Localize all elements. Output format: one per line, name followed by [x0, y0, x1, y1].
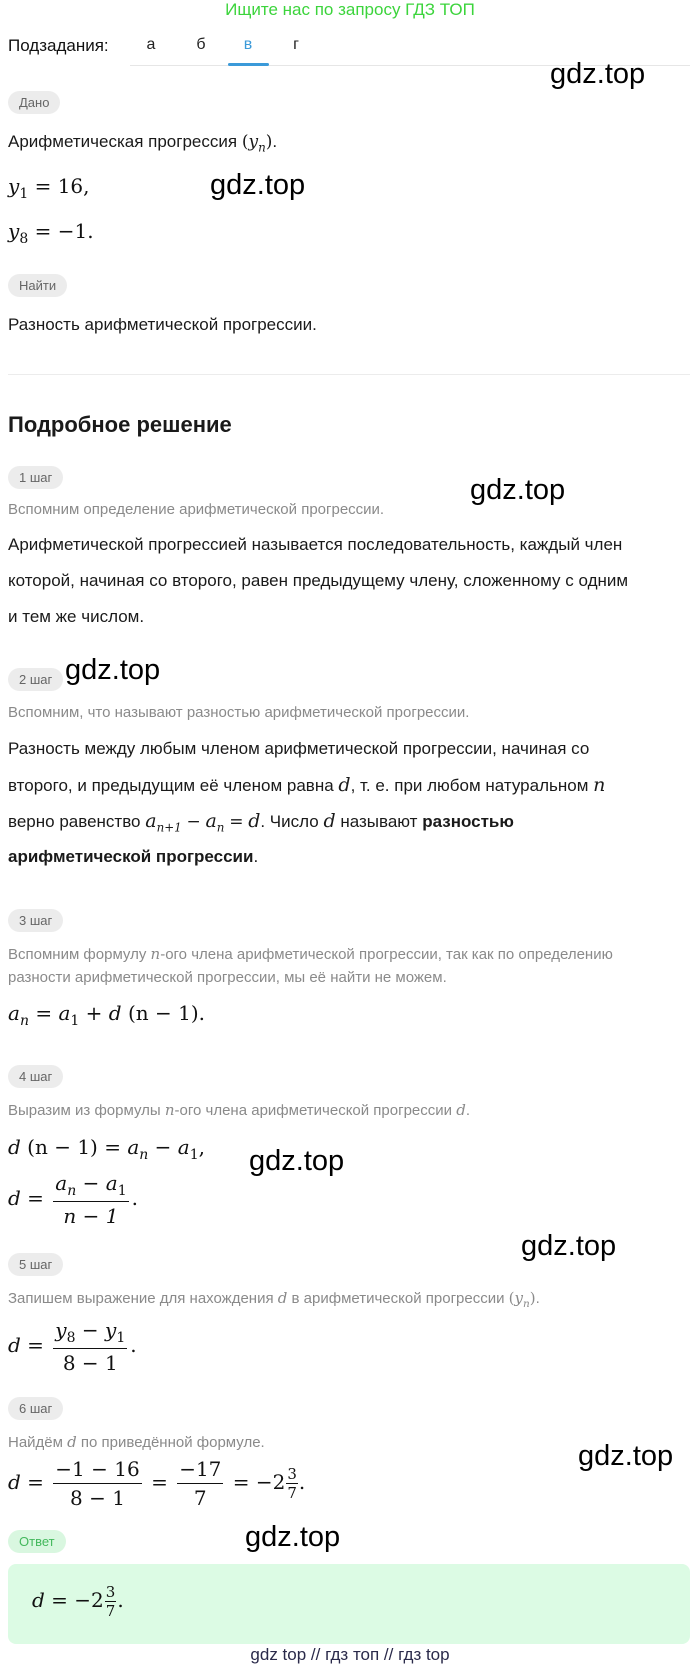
step-badge: 3 шаг [8, 909, 63, 932]
mixed-fraction: $\frac{3}{7}$ [287, 1465, 297, 1502]
step-2-line: арифметической прогрессии. [8, 847, 259, 866]
watermark: gdz.top [550, 58, 646, 90]
fraction: $\frac{y_8 - y_1}{8 - 1}$ [55, 1318, 126, 1375]
step-2-badge-wrap [8, 668, 63, 691]
tab-a[interactable]: а [146, 36, 156, 53]
footer-links[interactable]: gdz top // гдз топ // гдз top [250, 1645, 450, 1664]
step-6-formula: d = $\frac{-1 - 16}{8 - 1}$ = $\frac{-17}{7}$ = −2 $\frac{3}{7}$ . [8, 1457, 306, 1510]
step-5-badge-wrap [8, 1253, 63, 1276]
step-badge: 5 шаг [8, 1253, 63, 1276]
step-4-formula-2: d = $\frac{a_n - a_1}{n - 1}$ . [8, 1171, 138, 1228]
given-intro: Арифметическая прогрессия $(y_n)$. [8, 132, 278, 155]
tab-v[interactable]: в [243, 36, 253, 53]
watermark: gdz.top [210, 169, 306, 201]
watermark: gdz.top [521, 1230, 617, 1262]
given-y1: $y_1 = 16$, [8, 174, 90, 202]
fraction: $\frac{-17}{7}$ [179, 1457, 222, 1510]
step-1-badge-wrap [8, 466, 63, 489]
watermark: gdz.top [245, 1521, 341, 1553]
step-3-hint: Вспомним формулу n-ого члена арифметической прогрессии, так как по определению [8, 945, 613, 963]
step-4-badge-wrap [8, 1065, 63, 1088]
find-text: Разность арифметической прогрессии. [8, 315, 317, 334]
given-badge-wrap [8, 91, 60, 114]
watermark: gdz.top [470, 474, 566, 506]
step-3-badge-wrap [8, 909, 63, 932]
find-badge: Найти [8, 274, 67, 297]
watermark: gdz.top [249, 1145, 345, 1177]
tab-b[interactable]: б [196, 36, 206, 53]
watermark: gdz.top [65, 654, 161, 686]
step-2-line: второго, и предыдущим её членом равна d, т. е. при любом натуральном n [8, 774, 606, 796]
step-1-line: Арифметической прогрессией называется последовательность, каждый член [8, 535, 623, 554]
watermark: gdz.top [578, 1440, 674, 1472]
fraction: $\frac{-1 - 16}{8 - 1}$ [55, 1457, 140, 1510]
step-1-line: которой, начиная со второго, равен предыдущему члену, сложенному с одним [8, 571, 629, 590]
step-4-hint: Выразим из формулы n-ого члена арифметической прогрессии d. [8, 1101, 470, 1119]
answer-formula: d = −2 $\frac{3}{7}$ . [32, 1583, 124, 1620]
tab-g[interactable]: г [293, 36, 299, 53]
step-badge: 2 шаг [8, 668, 63, 691]
step-3-formula: $a_n = a_1 + d$ (n − 1). [8, 1001, 206, 1029]
step-5-formula: d = $\frac{y_8 - y_1}{8 - 1}$ . [8, 1318, 137, 1375]
subtasks-label: Подзадания: [8, 36, 109, 55]
answer-badge: Ответ [8, 1530, 66, 1553]
mixed-fraction: $\frac{3}{7}$ [105, 1583, 116, 1620]
step-6-badge-wrap [8, 1397, 63, 1420]
find-badge-wrap [8, 274, 67, 297]
fraction: $\frac{a_n - a_1}{n - 1}$ [55, 1171, 127, 1228]
section-divider [8, 374, 690, 375]
step-2-line: верно равенство $a_{n+1} - a_n = d$. Число d называют разностью [8, 810, 514, 835]
step-badge: 1 шаг [8, 466, 63, 489]
step-2-hint: Вспомним, что называют разностью арифметической прогрессии. [8, 704, 470, 721]
given-badge: Дано [8, 91, 60, 114]
answer-badge-wrap [8, 1530, 66, 1553]
step-5-hint: Запишем выражение для нахождения d в арифметической прогрессии $(y_n)$. [8, 1289, 540, 1310]
step-2-line: Разность между любым членом арифметической прогрессии, начиная со [8, 739, 590, 758]
given-y8: $y_8 = -1$. [8, 219, 94, 247]
step-6-hint: Найдём d по приведённой формуле. [8, 1433, 265, 1451]
step-3-hint: разности арифметической прогрессии, мы её найти не можем. [8, 969, 447, 986]
step-badge: 4 шаг [8, 1065, 63, 1088]
step-1-line: и тем же числом. [8, 607, 145, 626]
step-4-formula-1: d $(n - 1) = a_n - a_1$, [8, 1135, 206, 1163]
solution-title: Подробное решение [8, 412, 232, 437]
step-badge: 6 шаг [8, 1397, 63, 1420]
active-tab-indicator [228, 63, 269, 66]
search-banner: Ищите нас по запросу ГДЗ ТОП [225, 0, 475, 19]
step-1-hint: Вспомним определение арифметической прогрессии. [8, 501, 385, 518]
